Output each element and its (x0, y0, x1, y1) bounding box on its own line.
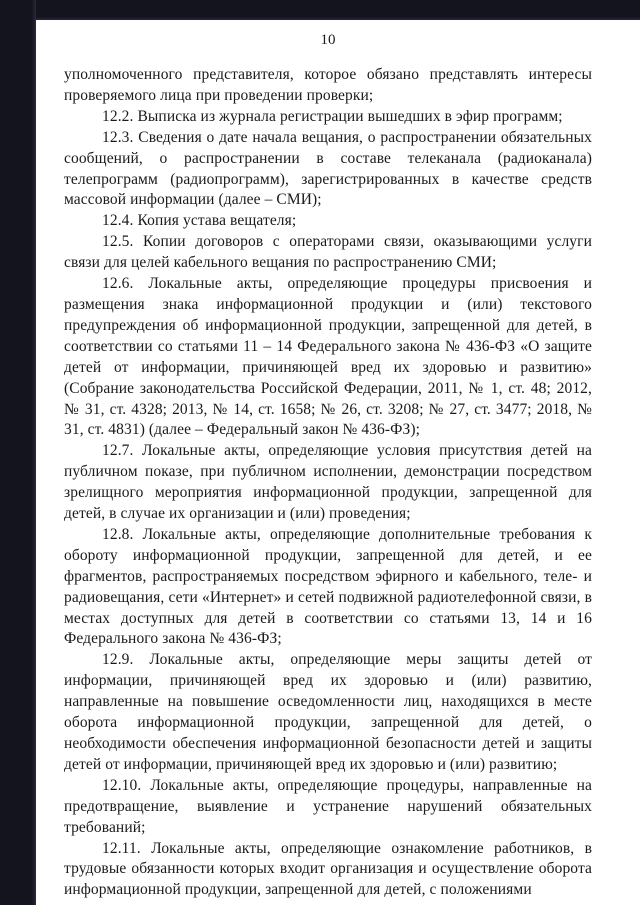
scan-edge-top (0, 0, 640, 20)
paragraph-12-5: 12.5. Копии договоров с операторами связи, оказывающими услуги связи для целей кабельного вещания по распространению СМИ; (64, 233, 592, 272)
paragraph-12-7: 12.7. Локальные акты, определяющие условия присутствия детей на публичном показе, при публичном исполнении, демонстрации посредством зрелищного мероприятия информационной продукции, запрещенной для детей, в случае их организации и (или) проведения; (64, 442, 592, 523)
paragraph-12-4: 12.4. Копия устава вещателя; (102, 212, 297, 230)
paragraph-12-9: 12.9. Локальные акты, определяющие меры защиты детей от информации, причиняющей вред их здоровью и (или) развитию, направленные на повышение осведомленности лиц, находящихся в месте оборота информационной продукции, запрещенной для детей, о необходимости обеспечения информационной безопасности детей и защиты детей от информации, причиняющей вред их здоровью и (или) развитию; (64, 651, 592, 773)
paragraph-12-2: 12.2. Выписка из журнала регистрации вышедших в эфир программ; (102, 107, 563, 125)
paragraph-12-3: 12.3. Сведения о дате начала вещания, о распространении обязательных сообщений, о распространении в составе телеканала (радиоканала) телепрограмм (радиопрограмм), зарегистрированных в качестве средств массовой информации (далее – СМИ); (64, 128, 592, 209)
document-page (64, 32, 592, 901)
paragraph-12-8: 12.8. Локальные акты, определяющие дополнительные требования к обороту информационной продукции, запрещенной для детей, и ее фрагментов, распространяемых посредством эфирного и кабельного, теле- и радиовещания, сети «Интернет» и сетей подвижной радиотелефонной связи, в местах доступных для детей в соответствии со статьями 13, 14 и 16 Федерального закона № 436-ФЗ; (64, 525, 592, 648)
document-body (64, 65, 592, 901)
paragraph-12-6: 12.6. Локальные акты, определяющие процедуры присвоения и размещения знака информационной продукции и (или) текстового предупреждения об информационной продукции, запрещенной для детей, в соответствии со статьями 11 – 14 Федерального закона № 436-ФЗ «О защите детей от информации, причиняющей вред их здоровью и развитию» (Собрание законодательства Российской Федерации, 2011, № 1, ст. 48; 2012, № 31, ст. 4328; 2013, № 14, ст. 1658; № 26, ст. 3208; № 27, ст. 3477; 2018, № 31, ст. 4831) (далее – Федеральный закон № 436-ФЗ); (64, 275, 592, 439)
paragraph-continuation: уполномоченного представителя, которое обязано представлять интересы проверяемого лица при проведении проверки; (64, 66, 592, 104)
scan-edge-left (0, 0, 36, 905)
page-number: 10 (320, 32, 336, 48)
paragraph-12-10: 12.10. Локальные акты, определяющие процедуры, направленные на предотвращение, выявление и устранение нарушений обязательных требований; (64, 776, 592, 836)
paragraph-12-11: 12.11. Локальные акты, определяющие ознакомление работников, в трудовые обязанности которых входит организация и осуществление оборота информационной продукции, запрещенной для детей, с положениями (64, 839, 592, 899)
